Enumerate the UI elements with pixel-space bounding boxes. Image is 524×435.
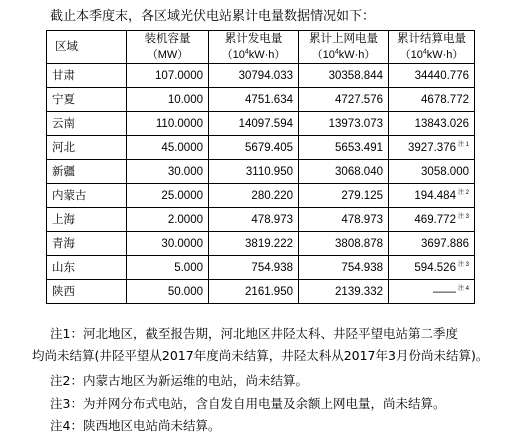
footnote-marker: 注 4 <box>457 285 469 292</box>
footnote-3: 注3：为并网分布式电站，含自发自用电量及余额上网电量，尚未结算。 <box>50 396 446 411</box>
footnote-1: 注1：河北地区，截至报告期，河北地区井陉太科、井陉平望电站第二季度 <box>50 326 458 341</box>
table-row <box>47 64 475 88</box>
footnote-marker: 注 3 <box>457 213 469 220</box>
cell-settlement: 3927.376 $^{注 1}$ <box>389 136 475 160</box>
cell-capacity: 10.000 <box>127 88 209 112</box>
cell-settlement: 194.484 $^{注 2}$ <box>389 184 475 208</box>
table-row <box>47 280 475 304</box>
cell-region: 山东 <box>47 256 127 280</box>
cell-region: 云南 <box>47 112 127 136</box>
header-grid-unit: $(10^4kW\cdot h)$ <box>311 48 376 61</box>
table-row <box>47 208 475 232</box>
footnote-marker: 注 1 <box>457 141 469 148</box>
header-region <box>47 31 127 64</box>
footnote-marker: 注 3 <box>457 261 469 268</box>
cell-grid: 13973.073 <box>299 112 389 136</box>
table-row <box>47 232 475 256</box>
cell-settlement: 3697.886 <box>389 232 475 256</box>
table-row <box>47 160 475 184</box>
cell-generation: 3110.950 <box>209 160 299 184</box>
cell-capacity: 50.000 <box>127 280 209 304</box>
header-generation-label: 累计发电量 <box>224 33 283 45</box>
cell-grid: 5653.491 <box>299 136 389 160</box>
cell-grid: 2139.332 <box>299 280 389 304</box>
cell-generation: 2161.950 <box>209 280 299 304</box>
footnote-2: 注2：内蒙古地区为新运维的电站，尚未结算。 <box>50 373 308 388</box>
cell-generation: 30794.033 <box>209 64 299 88</box>
cell-region: 甘肃 <box>47 64 127 88</box>
header-region-label: 区域 <box>55 41 78 53</box>
cell-generation: 478.973 <box>209 208 299 232</box>
cell-settlement: 594.526 $^{注 3}$ <box>389 256 475 280</box>
cell-region: 青海 <box>47 232 127 256</box>
table-row <box>47 184 475 208</box>
cell-generation: 14097.594 <box>209 112 299 136</box>
cell-region: 河北 <box>47 136 127 160</box>
cell-capacity: 25.0000 <box>127 184 209 208</box>
cell-settlement: 34440.776 <box>389 64 475 88</box>
cell-generation: 280.220 <box>209 184 299 208</box>
intro-text: 截止本季度末，各区域光伏电站累计电量数据情况如下： <box>50 9 376 24</box>
cell-region: 内蒙古 <box>47 184 127 208</box>
cell-settlement: —— $^{注 4}$ <box>389 280 475 304</box>
cell-settlement: 4678.772 <box>389 88 475 112</box>
cell-capacity: 110.0000 <box>127 112 209 136</box>
cell-generation: 754.938 <box>209 256 299 280</box>
table-row <box>47 136 475 160</box>
cell-grid: 3068.040 <box>299 160 389 184</box>
header-generation-unit: $(10^4kW\cdot h)$ <box>221 48 286 61</box>
footnote-1-continued: 均尚未结算(井陉平望从2017年度尚未结算，井陉太科从2017年3月份尚未结算)。 <box>32 348 489 363</box>
cell-settlement: 3058.000 <box>389 160 475 184</box>
cell-generation: 3819.222 <box>209 232 299 256</box>
cell-settlement: 469.772 $^{注 3}$ <box>389 208 475 232</box>
header-capacity-label: 装机容量 <box>144 33 191 45</box>
cell-generation: 4751.634 <box>209 88 299 112</box>
header-settlement-label: 累计结算电量 <box>397 33 466 45</box>
table-header-row <box>47 31 475 64</box>
cell-generation: 5679.405 <box>209 136 299 160</box>
header-settlement <box>389 31 475 64</box>
cell-grid: 30358.844 <box>299 64 389 88</box>
cell-grid: 754.938 <box>299 256 389 280</box>
cell-settlement: 13843.026 <box>389 112 475 136</box>
cell-region: 陕西 <box>47 280 127 304</box>
power-data-table <box>46 30 475 304</box>
footnote-4: 注4：陕西地区电站尚未结算。 <box>50 418 221 433</box>
cell-grid: 279.125 <box>299 184 389 208</box>
header-capacity <box>127 31 209 64</box>
header-grid <box>299 31 389 64</box>
cell-grid: 3808.878 <box>299 232 389 256</box>
cell-capacity: 5.000 <box>127 256 209 280</box>
cell-region: 上海 <box>47 208 127 232</box>
cell-capacity: 2.0000 <box>127 208 209 232</box>
footnote-marker: 注 2 <box>457 189 469 196</box>
cell-capacity: 107.0000 <box>127 64 209 88</box>
cell-capacity: 30.0000 <box>127 232 209 256</box>
cell-region: 宁夏 <box>47 88 127 112</box>
header-capacity-unit: （MW） <box>146 49 189 61</box>
header-grid-label: 累计上网电量 <box>309 33 378 45</box>
table-row <box>47 112 475 136</box>
cell-grid: 4727.576 <box>299 88 389 112</box>
header-generation <box>209 31 299 64</box>
cell-capacity: 30.000 <box>127 160 209 184</box>
cell-capacity: 45.0000 <box>127 136 209 160</box>
cell-region: 新疆 <box>47 160 127 184</box>
table-row <box>47 88 475 112</box>
table-row <box>47 256 475 280</box>
header-settlement-unit: $(10^4kW\cdot h)$ <box>399 48 464 61</box>
cell-grid: 478.973 <box>299 208 389 232</box>
